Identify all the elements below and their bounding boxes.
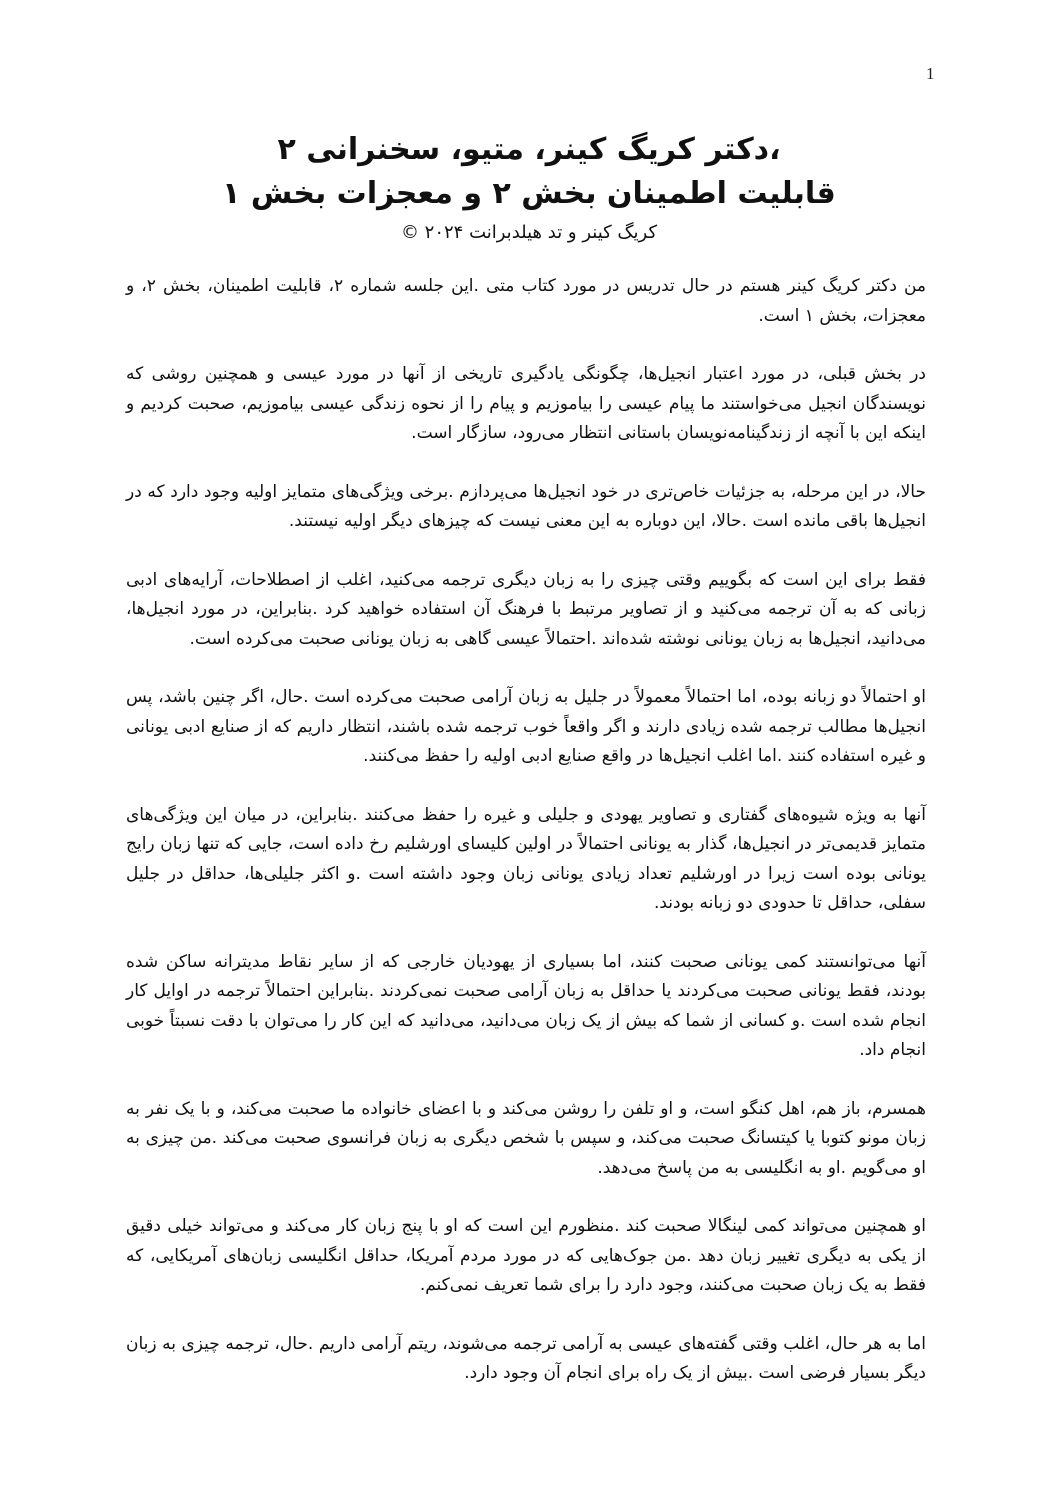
document-body <box>126 272 926 1418</box>
title-block <box>0 128 1058 248</box>
paragraph: اما به هر حال، اغلب وقتی گفته‌های عیسی به آرامی ترجمه می‌شوند، ریتم آرامی داریم .حال، ترجمه چیزی به زبان دیگر بسیار فرضی است .بیش از یک راه برای انجام آن وجود دارد. <box>126 1333 926 1383</box>
page-title-line-2: قابلیت اطمینان بخش ۲ و معجزات بخش ۱ <box>222 176 836 211</box>
paragraph: فقط برای این است که بگوییم وقتی چیزی را به زبان دیگری ترجمه می‌کنید، اغلب از اصطلاحات، آرایه‌های ادبی زبانی که به آن ترجمه می‌کنید و از تصاویر مرتبط با فرهنگ آن استفاده خواهید کرد .بنابراین، در مورد انجیل‌ها، می‌دانید، انجیل‌ها به زبان یونانی نوشته شده‌اند .احتمالاً عیسی گاهی به زبان یونانی صحبت می‌کرده است. <box>126 569 926 649</box>
paragraph: او همچنین می‌تواند کمی لینگالا صحبت کند .منظورم این است که او با پنج زبان کار می‌کند و می‌تواند خیلی دقیق از یکی به دیگری تغییر زبان دهد .من جوک‌هایی که در مورد مردم آمریکا، حداقل انگلیسی زبان‌های آمریکایی، که فقط به یک زبان صحبت می‌کنند، وجود دارد را برای شما تعریف نمی‌کنم. <box>126 1216 926 1295</box>
copyright-subtitle: کریگ کینر و تد هیلدبرانت ۲۰۲۴ © <box>400 222 658 243</box>
paragraph: او احتمالاً دو زبانه بوده، اما احتمالاً معمولاً در جلیل به زبان آرامی صحبت می‌کرده است .حال، اگر چنین باشد، پس انجیل‌ها مطالب ترجمه شده زیادی دارند و اگر واقعاً خوب ترجمه شده باشند، انتظار داریم که از صنایع ادبی یونانی و غیره استفاده کنند .اما اغلب انجیل‌ها در واقع صنایع ادبی اولیه را حفظ می‌کنند. <box>126 687 926 766</box>
paragraph: در بخش قبلی، در مورد اعتبار انجیل‌ها، چگونگی یادگیری تاریخی از آنها در مورد عیسی و همچنین روشی که نویسندگان انجیل می‌خواستند ما پیام عیسی را بیاموزیم و پیام را از نحوه زندگی عیسی بیاموزیم، صحبت کردیم و اینکه این با آنچه از زندگینامه‌نویسان باستانی انتظار می‌رود، سازگار است. <box>126 364 926 443</box>
paragraph: همسرم، باز هم، اهل کنگو است، و او تلفن را روشن می‌کند و با اعضای خانواده ما صحبت می‌کند، و با یک نفر به زبان مونو کتوبا یا کیتسانگ صحبت می‌کند، و سپس با شخص دیگری به زبان فرانسوی صحبت می‌کند .من چیزی به او می‌گویم .او به انگلیسی به من پاسخ می‌دهد. <box>126 1098 926 1178</box>
page-number: 1 <box>926 64 935 83</box>
paragraph: من دکتر کریگ کینر هستم در حال تدریس در مورد کتاب متی .این جلسه شماره ۲، قابلیت اطمینان، بخش ۲، و معجزات، بخش ۱ است. <box>126 276 926 326</box>
paragraph: آنها می‌توانستند کمی یونانی صحبت کنند، اما بسیاری از یهودیان خارجی که از سایر نقاط مدیترانه ساکن شده بودند، فقط یونانی صحبت می‌کردند یا حداقل به زبان آرامی صحبت نمی‌کردند .بنابراین احتمالاً ترجمه در اوایل کار انجام شده است .و کسانی از شما که بیش از یک زبان می‌دانید، می‌دانید که این کار را می‌توان با دقت نسبتاً خوبی انجام داد. <box>126 951 926 1060</box>
paragraph: آنها به ویژه شیوه‌های گفتاری و تصاویر یهودی و جلیلی و غیره را حفظ می‌کنند .بنابراین، در میان این ویژگی‌های متمایز قدیمی‌تر در انجیل‌ها، گذار به یونانی احتمالاً در اولین کلیسای اورشلیم رخ داده است، جایی که تنها زبان رایج یونانی بوده است زیرا در اورشلیم تعداد زیادی یونانی زبان وجود داشته است .و اکثر جلیلی‌ها، حداقل در جلیل سفلی، حداقل تا حدودی دو زبانه بودند. <box>126 804 926 913</box>
page-title-line-1: ،دکتر کریگ کینر، متیو، سخنرانی ۲ <box>277 132 781 167</box>
paragraph: حالا، در این مرحله، به جزئیات خاص‌تری در خود انجیل‌ها می‌پردازم .برخی ویژگی‌های متمایز اولیه وجود دارد که در انجیل‌ها باقی مانده است .حالا، این دوباره به این معنی نیست که چیزهای دیگر اولیه نیستند. <box>126 481 926 531</box>
